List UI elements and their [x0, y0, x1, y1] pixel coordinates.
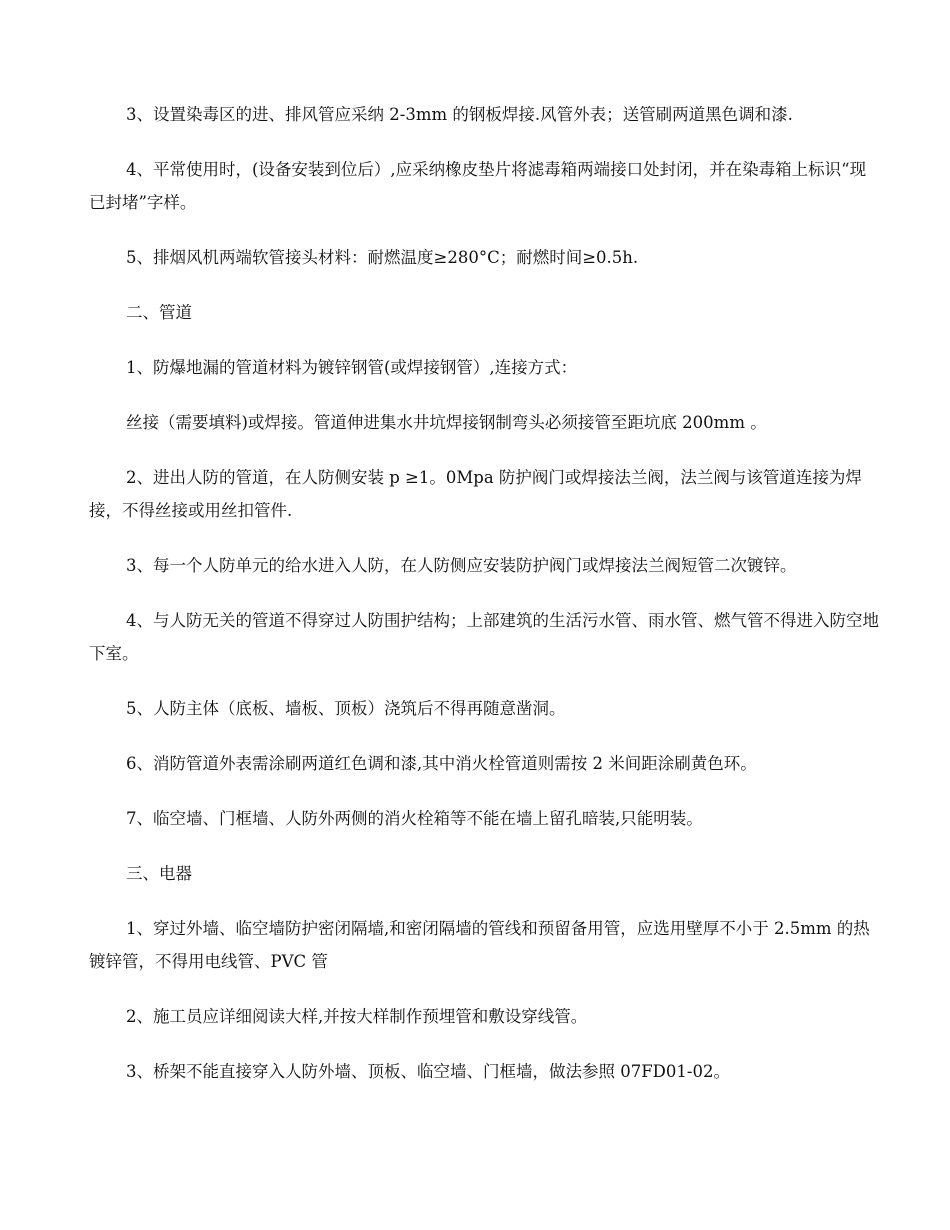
paragraph-fire-pipe-paint: 6、消防管道外表需涂刷两道红色调和漆,其中消火栓管道则需按 2 米间距涂刷黄色环。	[126, 754, 757, 773]
paragraph-unrelated-pipes: 4、与人防无关的管道不得穿过人防围护结构；上部建筑的生活污水管、雨水管、燃气管不得进入防空地下室。	[89, 611, 879, 663]
paragraph-smoke-fan-joint: 5、排烟风机两端软管接头材料：耐燃温度≥280°C；耐燃时间≥0.5h.	[126, 248, 639, 267]
section-heading-pipes: 二、管道	[126, 303, 192, 322]
paragraph-filter-box-seal: 4、平常使用时，(设备安装到位后）,应采纳橡皮垫片将滤毒箱两端接口处封闭，并在染毒箱上标识“现已封堵”字样。	[89, 160, 867, 212]
paragraph-read-detail: 2、施工员应详细阅读大样,并按大样制作预埋管和敷设穿线管。	[126, 1007, 588, 1026]
paragraph-hydrant-box: 7、临空墙、门框墙、人防外两侧的消火栓箱等不能在墙上留孔暗装,只能明装。	[126, 809, 703, 828]
section-heading-electrical: 三、电器	[126, 864, 192, 883]
document-body	[89, 98, 879, 1110]
paragraph-conduit-wall: 1、穿过外墙、临空墙防护密闭隔墙,和密闭隔墙的管线和预留备用管，应选用壁厚不小于 2.5mm 的热镀锌管，不得用电线管、PVC 管	[89, 919, 870, 971]
paragraph-pipe-connection: 丝接（需要填料)或焊接。管道伸进集水井坑焊接钢制弯头必须接管至距坑底 200mm 。	[126, 413, 767, 432]
paragraph-floor-drain-material: 1、防爆地漏的管道材料为镀锌钢管(或焊接钢管）,连接方式：	[126, 358, 578, 377]
paragraph-ventilation-duct: 3、设置染毒区的进、排风管应采纳 2-3mm 的钢板焊接.风管外表；送管刷两道黑色调和漆.	[126, 105, 793, 124]
paragraph-protective-valve: 2、进出人防的管道，在人防侧安装 p ≥1。0Mpa 防护阀门或焊接法兰阀，法兰阀与该管道连接为焊接，不得丝接或用丝扣管件.	[89, 468, 862, 520]
paragraph-cable-tray: 3、桥架不能直接穿入人防外墙、顶板、临空墙、门框墙，做法参照 07FD01-02。	[126, 1062, 730, 1081]
paragraph-no-drilling: 5、人防主体（底板、墙板、顶板）浇筑后不得再随意凿洞。	[126, 699, 566, 718]
paragraph-water-supply: 3、每一个人防单元的给水进入人防，在人防侧应安装防护阀门或焊接法兰阀短管二次镀锌。	[126, 556, 797, 575]
